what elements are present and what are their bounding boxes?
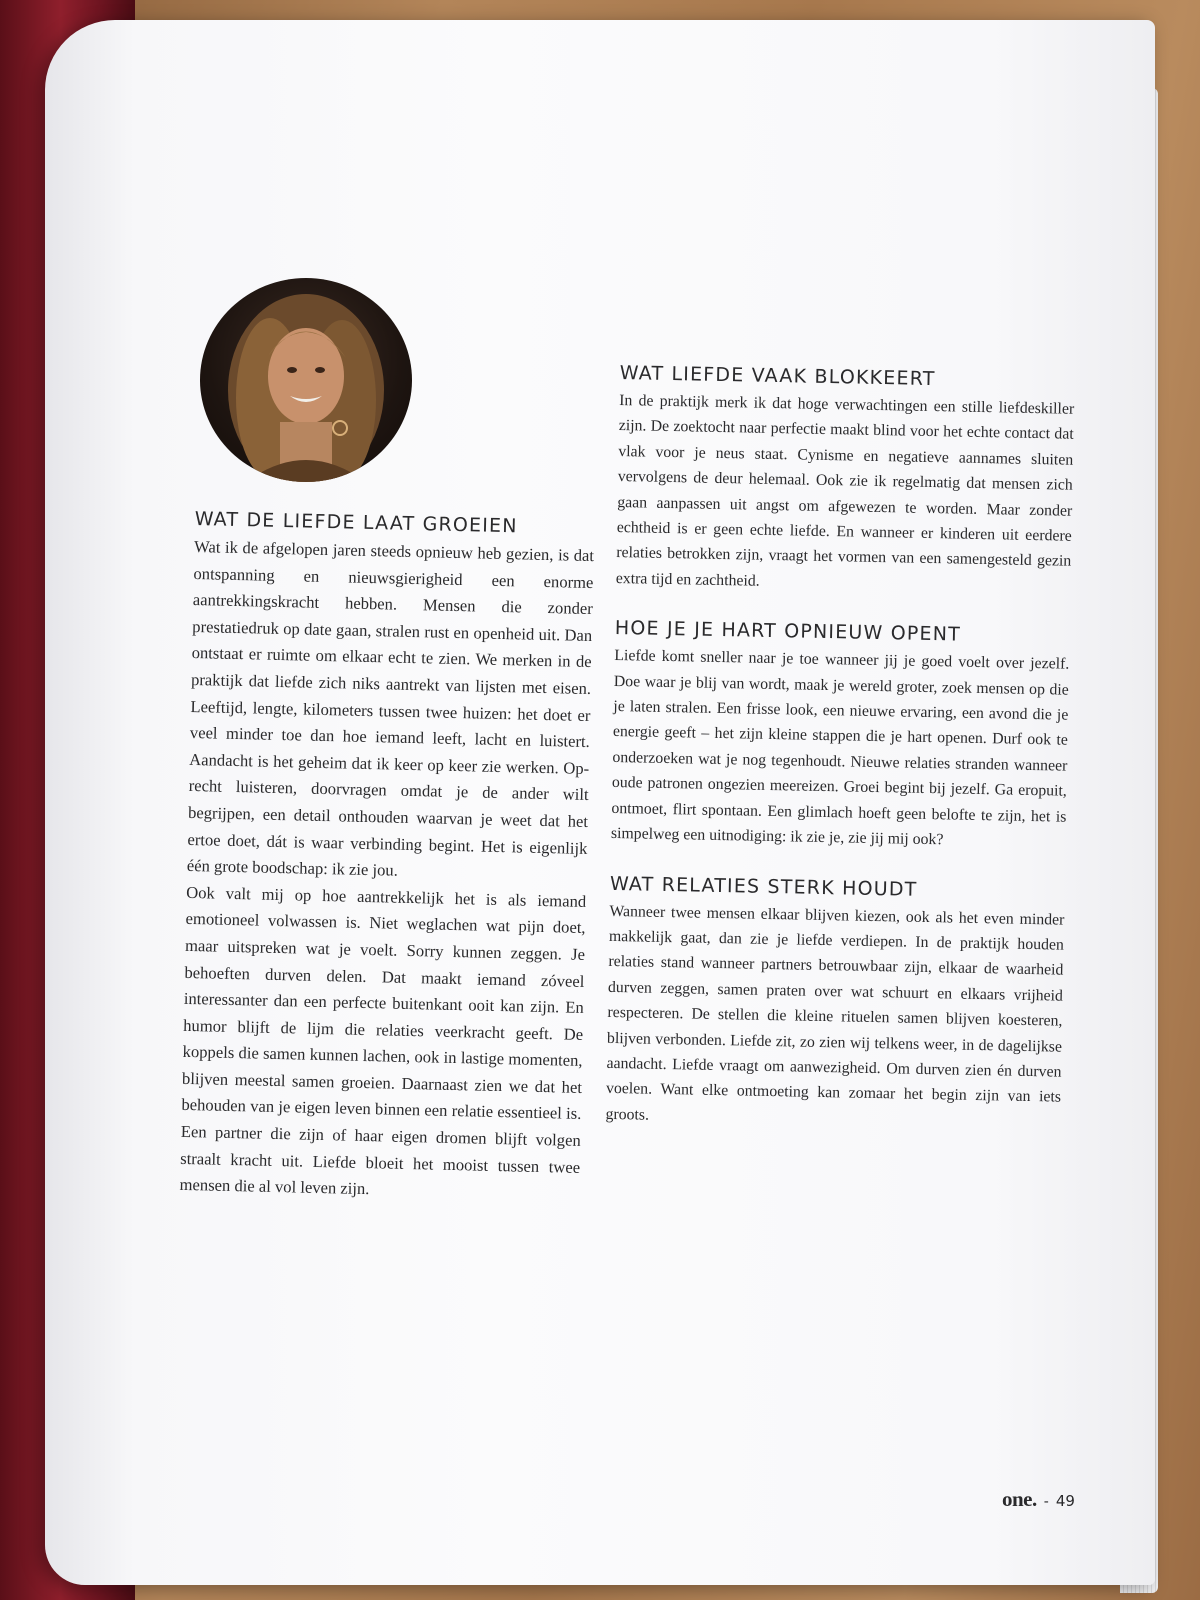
article-section [611,617,1070,855]
left-column [179,508,595,1208]
page-number: 49 [1055,1492,1075,1510]
paragraph: Wat ik de afgelopen jaren steeds opnieuw heb gezien, is dat ontspanning en nieuwsgierigheid een enorme aantrekkingskracht hebben. Mensen die zonder prestatiedruk op date gaan, stralen rust en openheid uit. Dan ontstaat er ruimte om elkaar echt te zien. We merken in de praktijk dat liefde zich niks aantrekt van lijsten met eisen. Leeftijd, lengte, kilometers tussen twee huizen: het doet er veel minder toe dan hoe iemand leeft, lacht en luistert. Aandacht is het geheim dat ik keer op keer zie werken. Oprecht luisteren, doorvragen omdat je de ander wilt begrijpen, een detail onthouden waarvan je weet dat het ertoe doet, dát is waar verbinding begint. Het is eigenlijk één grote boodschap: ik zie jou. [186,536,595,880]
paragraph: Wanneer twee mensen elkaar blijven kiezen, ook als het even minder makkelijk gaat, dan zie je liefde verdiepen. In de praktijk houden relaties stand wanneer partners betrouwbaar zijn, elkaar de waarheid durven zeggen, samen praten over wat schuurt en elkaars vrijheid respecteren. De stellen die kleine rituelen samen blijven koesteren, blijven verbonden. Liefde zit, zo zien wij telkens weer, in de dagelijkse aandacht. Liefde vraagt om aanwezigheid. Om durven zien én durven voelen. Want elke ontmoeting kan zomaar het begin zijn van iets groots. [605,902,1065,1124]
footer-separator: - [1043,1494,1049,1510]
article-section [605,872,1065,1135]
page-footer [1002,1487,1075,1512]
portrait-illustration [200,278,412,482]
paragraph: Liefde komt sneller naar je toe wanneer jij je goed voelt over jezelf. Doe waar je blij van wordt, maak je wereld groter, zoek mensen op die je laten stralen. Een frisse look, een nieuwe ervaring, een avond die je energie geeft – het zijn kleine stappen die je hart openen. Durf ook te onderzoeken wat je nog tegenhoudt. Nieuwe relaties stranden wanneer oude patronen ongezien meereizen. Groei begint bij jezelf. Ga eropuit, ontmoet, flirt spontaan. Een glimlach hoeft geen belofte te zijn, het is simpelweg een uitnodiging: ik zie je, zie jij mij ook? [610,647,1070,849]
right-column [605,362,1075,1136]
article-section [616,362,1075,600]
section-heading: WAT RELATIES STERK HOUDT [609,872,918,901]
section-heading: HOE JE JE HART OPNIEUW OPENT [614,617,962,646]
author-portrait-photo [200,278,412,482]
section-heading: WAT DE LIEFDE LAAT GROEIEN [194,508,518,538]
magazine-logo: one. [1002,1487,1037,1511]
paragraph: Ook valt mij op hoe aantrekkelijk het is als iemand emotioneel volwassen is. Niet weglachen wat pijn doet, maar uitspreken wat je voelt. Sorry kunnen zeggen. Je behoeften durven delen. Dat maakt iemand zóveel interessanter dan een perfecte buitenkant ooit kan zijn. En humor blijft de lijm die relaties veerkracht geeft. De koppels die samen kunnen lachen, ook in lastige momenten, blijven meestal samen groeien. Daarnaast zien we dat het behouden van je eigen leven binnen een relatie essentieel is. Een partner die zijn of haar eigen dromen blijft volgen straalt kracht uit. Liefde bloeit het mooist tussen twee mensen die al vol leven zijn. [179,882,587,1199]
paragraph: In de praktijk merk ik dat hoge verwachtingen een stille liefdeskiller zijn. De zoektocht naar perfectie maakt blind voor het echte contact dat vlak voor je neus staat. Cynisme en negatieve aannames sluiten vervolgens de deur helemaal. Ook zie ik regelmatig dat mensen zich gaan aanpassen uit angst om afgewezen te worden. Maar zonder echtheid is er geen echte liefde. En wanneer er kinderen uit eerdere relaties betrokken zijn, vraagt het vormen van een samengesteld gezin extra tijd en zachtheid. [615,391,1075,590]
section-heading: WAT LIEFDE VAAK BLOKKEERT [619,362,936,391]
